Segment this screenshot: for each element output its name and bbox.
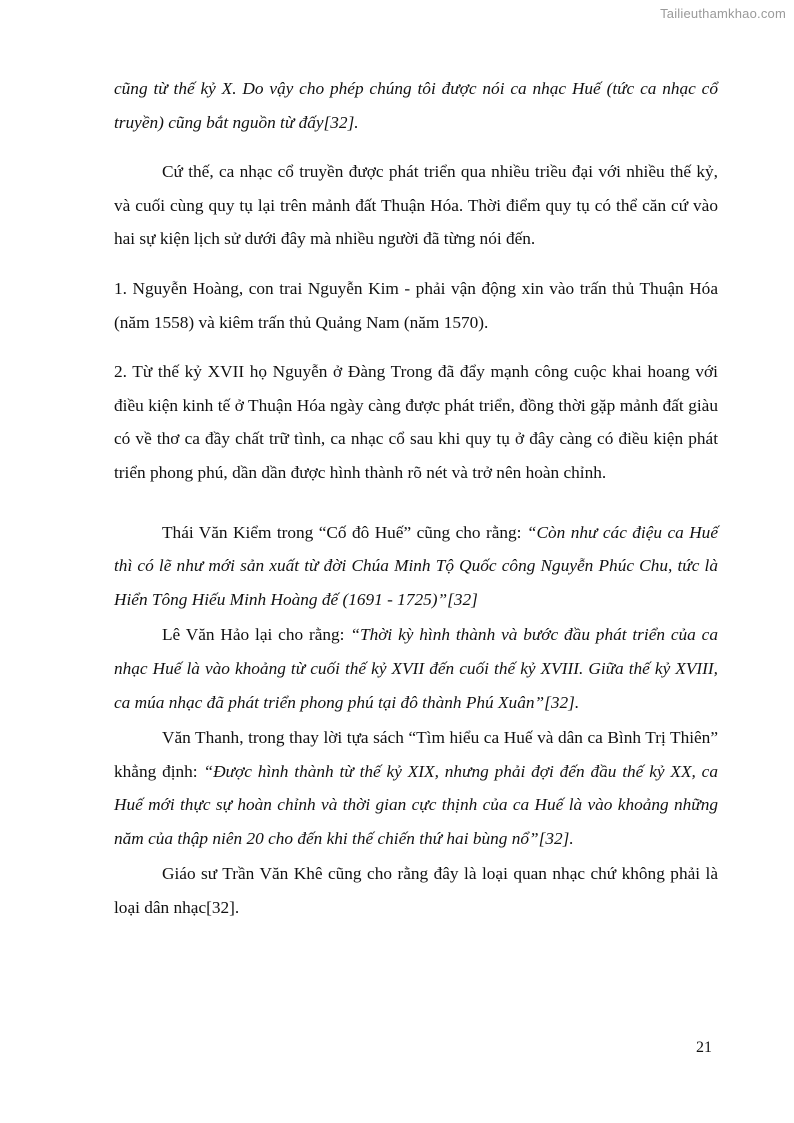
document-body [114, 72, 718, 925]
paragraph-continuation: cũng từ thế kỷ X. Do vậy cho phép chúng tôi được nói ca nhạc Huế (tức ca nhạc cổ truyền) cũng bắt nguồn từ đấy[32]. [114, 79, 718, 132]
quote: “Được hình thành từ thế kỷ XIX, nhưng phải đợi đến đầu thế kỷ XX, ca Huế mới thực sự hoàn chỉnh và thời gian cực thịnh của ca Huế là vào khoảng những năm của thập niên 20 cho đến khi thế chiến thứ hai bùng nổ”[32]. [114, 761, 718, 848]
paragraph-lead: Thái Văn Kiểm trong “Cố đô Huế” cũng cho rằng: [162, 522, 527, 542]
watermark: Tailieuthamkhao.com [660, 6, 786, 21]
list-item-1: 1. Nguyễn Hoàng, con trai Nguyễn Kim - phải vận động xin vào trấn thủ Thuận Hóa (năm 1558) và kiêm trấn thủ Quảng Nam (năm 1570). [114, 278, 718, 332]
list-item-2: 2. Từ thế kỷ XVII họ Nguyễn ở Đàng Trong đã đẩy mạnh công cuộc khai hoang với điều kiện kinh tế ở Thuận Hóa ngày càng được phát triển, đồng thời gặp mảnh đất giàu có về thơ ca đầy chất trữ tình, ca nhạc cổ sau khi quy tụ ở đây càng có điều kiện phát triển phong phú, dần dần được hình thành rõ nét và trở nên hoàn chỉnh. [114, 362, 718, 482]
quote: “Còn như các điệu ca Huế thì có lẽ như mới sản xuất từ đời Chúa Minh Tộ Quốc công Nguyễn Phúc Chu, tức là Hiển Tông Hiếu Minh Hoàng đế (1691 - 1725)”[32] [114, 522, 718, 609]
paragraph-lead: Văn Thanh, trong thay lời tựa sách “Tìm hiểu ca Huế và dân ca Bình Trị Thiên” khẳng định: [114, 728, 718, 781]
paragraph-development: Cứ thế, ca nhạc cổ truyền được phát triển qua nhiều triều đại với nhiều thế kỷ, và cuối cùng quy tụ lại trên mảnh đất Thuận Hóa. Thời điểm quy tụ có thể căn cứ vào hai sự kiện lịch sử dưới đây mà nhiều người đã từng nói đến. [114, 162, 718, 249]
paragraph-lead: Lê Văn Hảo lại cho rằng: [162, 625, 351, 645]
paragraph-tran-van-khe: Giáo sư Trần Văn Khê cũng cho rằng đây là loại quan nhạc chứ không phải là loại dân nhạc[32]. [114, 864, 718, 918]
quote: “Thời kỳ hình thành và bước đầu phát triển của ca nhạc Huế là vào khoảng từ cuối thế kỷ XVII đến cuối thế kỷ XVIII. Giữa thế kỷ XVIII, ca múa nhạc đã phát triển phong phú tại đô thành Phú Xuân”[32]. [114, 625, 718, 712]
paragraph-van-thanh [114, 721, 718, 855]
paragraph-thai-van-kiem [114, 516, 718, 617]
paragraph-le-van-hao [114, 618, 718, 719]
page-number: 21 [696, 1039, 712, 1056]
